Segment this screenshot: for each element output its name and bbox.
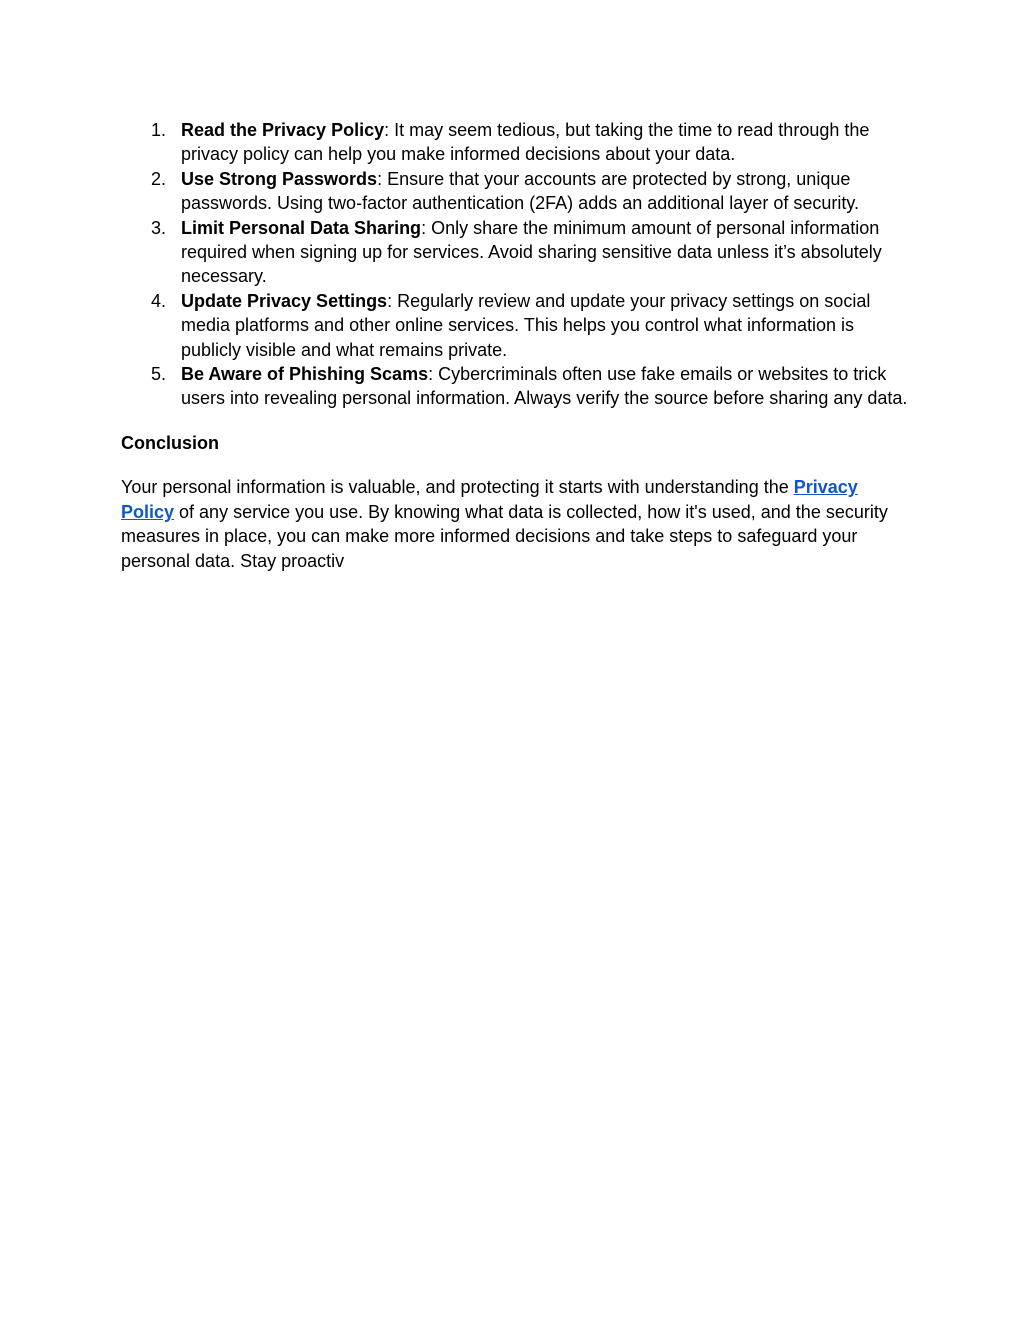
list-text: : Ensure that your accounts are protected by strong, unique passwords. Using two-factor authentication (2FA) adds an additional layer of security. — [181, 168, 860, 214]
list-item — [121, 216, 911, 289]
list-item — [121, 362, 911, 411]
document-page — [121, 118, 911, 573]
list-text: : Regularly review and update your privacy settings on social media platforms and other online services. This helps you control what information is publicly visible and what remains private. — [181, 290, 871, 360]
list-text: : Cybercriminals often use fake emails or websites to trick users into revealing personal information. Always verify the source before sharing any data. — [181, 364, 908, 409]
list-number: 2. — [151, 168, 167, 189]
list-number: 4. — [151, 290, 167, 311]
list-text: : Only share the minimum amount of personal information required when signing up for services. Avoid sharing sensitive data unless it’s absolutely necessary. — [181, 217, 882, 287]
list-term: Read the Privacy Policy — [181, 120, 385, 140]
conclusion-paragraph — [121, 475, 911, 573]
privacy-policy-link[interactable]: Privacy Policy — [121, 477, 858, 522]
list-term: Be Aware of Phishing Scams — [181, 364, 429, 385]
list-text: : It may seem tedious, but taking the time to read through the privacy policy can help you make informed decisions about your data. — [181, 120, 870, 165]
list-term: Use Strong Passwords — [181, 168, 378, 189]
list-number: 5. — [151, 364, 167, 385]
list-term: Limit Personal Data Sharing — [181, 217, 422, 238]
conclusion-text-start: Your personal information is valuable, and protecting it starts with understanding the — [121, 477, 794, 498]
list-term: Update Privacy Settings — [181, 290, 388, 311]
privacy-tips-list — [121, 118, 911, 411]
conclusion-text-end: of any service you use. By knowing what data is collected, how it's used, and the security measures in place, you can make more informed decisions and take steps to safeguard your personal data. Stay proactiv — [121, 501, 888, 571]
list-item — [121, 167, 911, 216]
list-item — [121, 118, 911, 167]
list-item — [121, 289, 911, 362]
conclusion-heading: Conclusion — [121, 432, 219, 453]
list-number: 3. — [151, 217, 167, 238]
list-number: 1. — [151, 120, 167, 140]
